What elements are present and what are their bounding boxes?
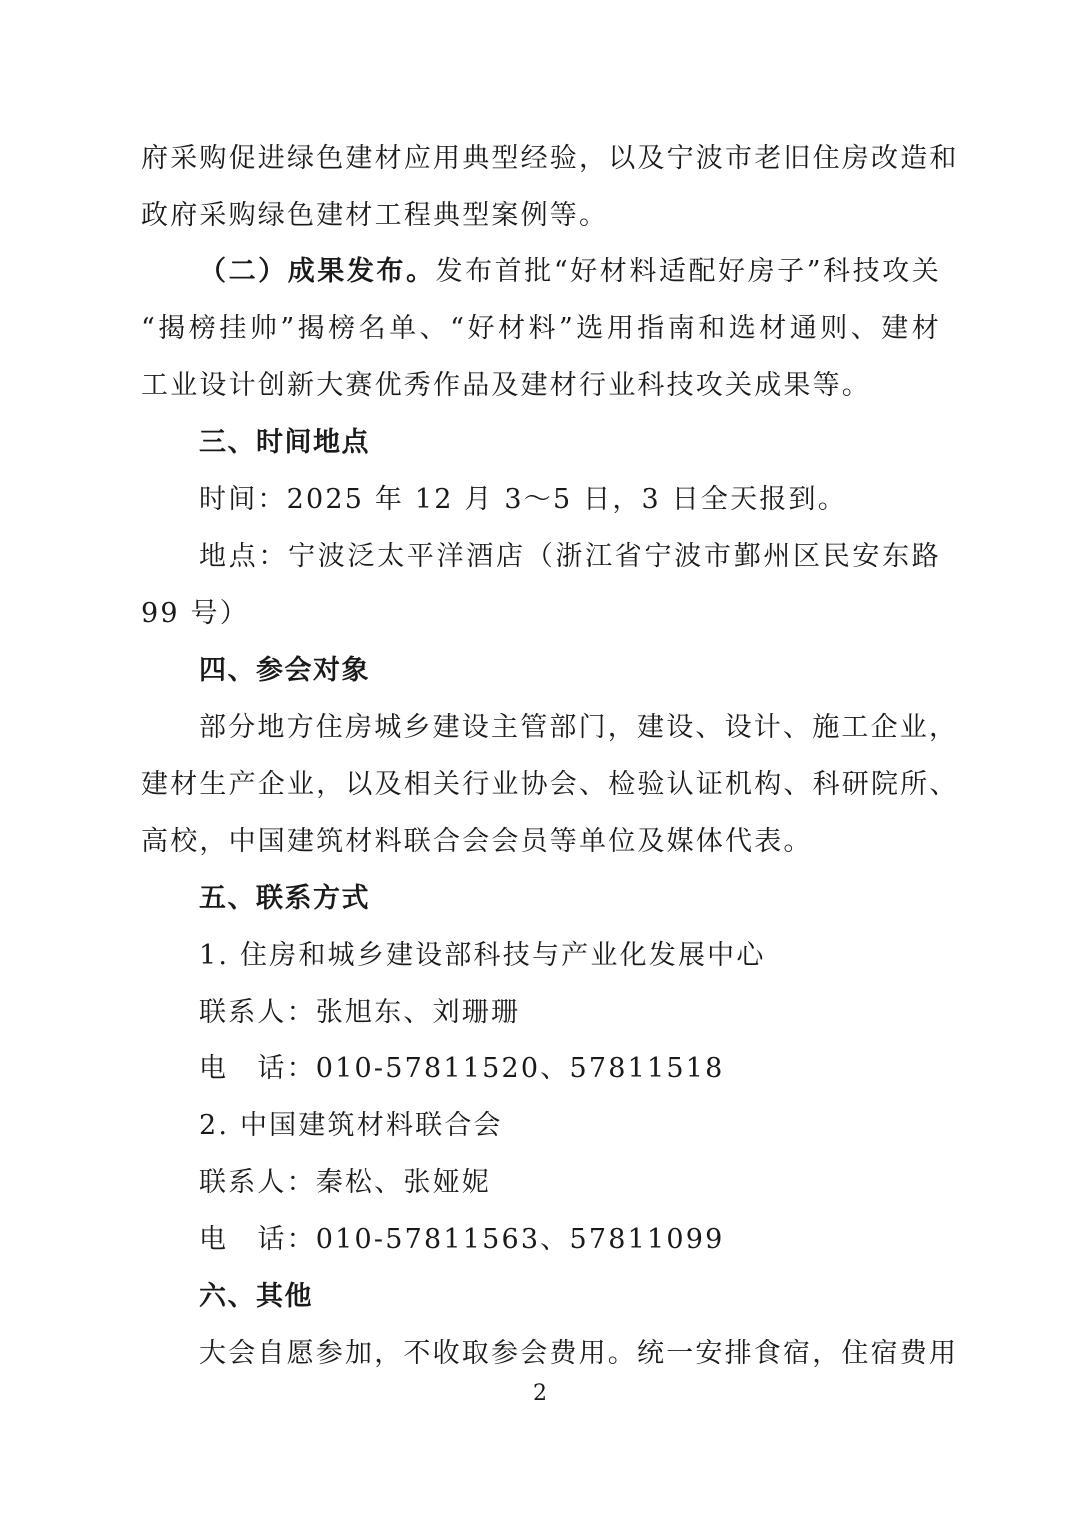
paragraph-line: 府采购促进绿色建材应用典型经验，以及宁波市老旧住房改造和 (141, 143, 959, 174)
contact-person: 联系人：张旭东、刘珊珊 (199, 997, 521, 1028)
participants-line: 建材生产企业，以及相关行业协会、检验认证机构、科研院所、 (141, 769, 959, 800)
section-heading-time-place: 三、时间地点 (199, 427, 370, 458)
results-label: （二）成果发布。 (199, 256, 436, 287)
results-paragraph-line: 工业设计创新大赛优秀作品及建材行业科技攻关成果等。 (141, 370, 871, 401)
contact-phone: 电 话：010-57811563、57811099 (199, 1224, 725, 1255)
paragraph-line: 政府采购绿色建材工程典型案例等。 (141, 200, 609, 231)
page-number: 2 (533, 1381, 547, 1406)
results-text: 发布首批“好材料适配好房子”科技攻关 (435, 256, 941, 287)
participants-line: 高校，中国建筑材料联合会会员等单位及媒体代表。 (141, 826, 813, 857)
place-line: 地点：宁波泛太平洋酒店（浙江省宁波市鄞州区民安东路 (199, 541, 941, 572)
section-heading-participants: 四、参会对象 (199, 655, 370, 686)
contact-org: 1. 住房和城乡建设部科技与产业化发展中心 (199, 940, 766, 971)
section-heading-contact: 五、联系方式 (199, 883, 370, 914)
results-paragraph-line: “揭榜挂帅”揭榜名单、“好材料”选用指南和选材通则、建材 (141, 313, 941, 344)
results-paragraph-line (199, 250, 941, 294)
participants-line: 部分地方住房城乡建设主管部门，建设、设计、施工企业， (199, 712, 959, 743)
section-heading-other: 六、其他 (199, 1281, 313, 1312)
contact-phone: 电 话：010-57811520、57811518 (199, 1053, 725, 1084)
other-line: 大会自愿参加，不收取参会费用。统一安排食宿，住宿费用 (199, 1338, 959, 1369)
place-line-continued: 99 号） (141, 598, 249, 629)
contact-org: 2. 中国建筑材料联合会 (199, 1110, 503, 1141)
contact-person: 联系人：秦松、张娅妮 (199, 1167, 491, 1198)
time-line: 时间：2025 年 12 月 3～5 日，3 日全天报到。 (199, 484, 847, 515)
